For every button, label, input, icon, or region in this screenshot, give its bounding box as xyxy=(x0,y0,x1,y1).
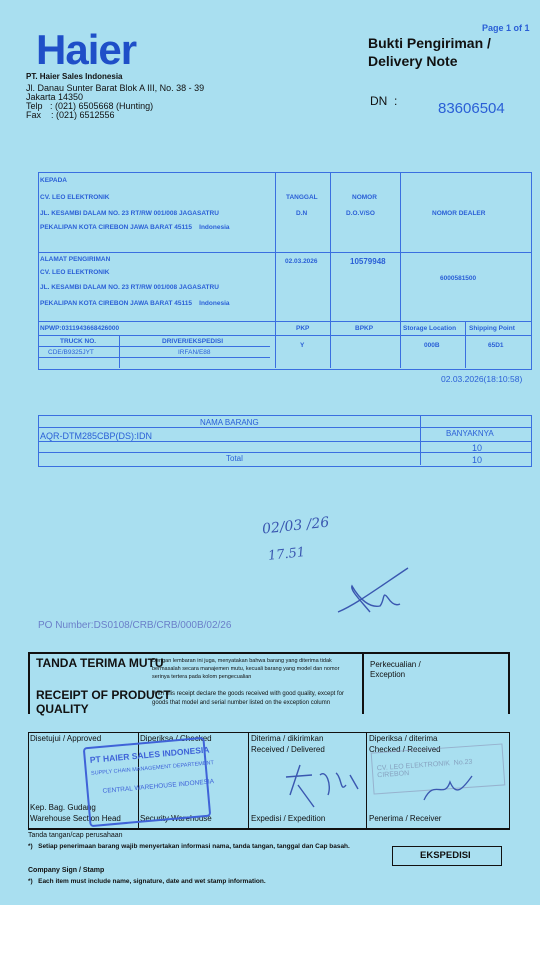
kepada-address-1: JL. KESAMBI DALAM NO. 23 RT/RW 001/008 JAGASATRU xyxy=(40,210,219,217)
sig-security: Security Warehouse xyxy=(140,814,212,823)
truck-label: TRUCK NO. xyxy=(60,338,97,345)
sig-delivered-en: Received / Delivered xyxy=(251,745,325,754)
alamat-label: ALAMAT PENGIRIMAN xyxy=(40,256,111,263)
truck-value: CDE/B9325JYT xyxy=(48,349,94,356)
dn-number: 83606504 xyxy=(438,100,505,117)
alamat-address-2: PEKALIPAN KOTA CIREBON JAWA BARAT 45115 Indonesia xyxy=(40,300,230,307)
storage-label: Storage Location xyxy=(403,325,457,332)
sig-approved: Disetujui / Approved xyxy=(30,734,102,743)
info-box xyxy=(38,172,532,370)
print-timestamp: 02.03.2026(18:10:58) xyxy=(441,374,523,384)
footer-sig-rule-en: *) Each item must include name, signature, date and wet stamp information. xyxy=(28,878,266,885)
date-value: 02.03.2026 xyxy=(285,258,318,265)
alamat-address-1: JL. KESAMBI DALAM NO. 23 RT/RW 001/008 JAGASATRU xyxy=(40,284,219,291)
driver-label: DRIVER/EKSPEDISI xyxy=(162,338,224,345)
po-number: PO Number:DS0108/CRB/CRB/000B/02/26 xyxy=(38,620,232,631)
company-telp: Telp : (021) 6505668 (Hunting) xyxy=(26,101,154,111)
kepada-label: KEPADA xyxy=(40,177,67,184)
item-row-qty: 10 xyxy=(472,443,483,453)
receipt-text-id: Dengan lembaran ini juga, menyatakan bahwa barang yang diterima tidak bermasalah secara manajemen mutu, kecuali barang yang model dan nomor serinya tertera pada kolom pengecualian xyxy=(152,658,340,680)
pkp-value: Y xyxy=(300,342,305,349)
sig-expedisi: Expedisi / Expedition xyxy=(251,814,326,823)
driver-value: IRFAN/E88 xyxy=(178,349,211,356)
kepada-name: CV. LEO ELEKTRONIK xyxy=(40,194,110,201)
order-value: 10579948 xyxy=(350,257,386,266)
receipt-title-id: TANDA TERIMA MUTU xyxy=(36,656,164,670)
expedition-signature xyxy=(280,755,370,815)
dn-label: DN : xyxy=(370,94,398,108)
sig-kep-bag: Kep. Bag. Gudang xyxy=(30,803,96,812)
shipping-label: Shipping Point xyxy=(469,325,515,332)
receipt-title-en-2: QUALITY xyxy=(36,702,89,716)
doc-title-line1: Bukti Pengiriman / xyxy=(368,35,491,51)
handwritten-date: 02/03 /26 xyxy=(261,514,330,538)
stamp-line-1: PT HAIER SALES INDONESIA xyxy=(89,744,210,765)
receipt-title-en-1: RECEIPT OF PRODUCT xyxy=(36,688,171,702)
alamat-name: CV. LEO ELEKTRONIK xyxy=(40,269,110,276)
tanggal-sub: D.N xyxy=(296,210,308,217)
sig-delivered-id: Diterima / dikirimkan xyxy=(251,734,324,743)
pkp-label: PKP xyxy=(296,325,310,332)
storage-value: 000B xyxy=(424,342,440,349)
tanggal-label: TANGGAL xyxy=(286,194,318,201)
copy-label: EKSPEDISI xyxy=(420,850,471,861)
nomor-label: NOMOR xyxy=(352,194,377,201)
receiver-signature xyxy=(420,770,480,810)
receipt-text-en: With this receipt declare the goods received with good quality, except for goods that model and serial number listed on the exception column xyxy=(152,691,344,706)
company-city: Jakarta 14350 xyxy=(26,92,84,102)
sig-warehouse-head: Warehouse Section Head xyxy=(30,814,121,823)
dealer-value: 6000581500 xyxy=(440,275,477,282)
shipping-value: 65D1 xyxy=(488,342,504,349)
nomor-sub: D.O.V/SO xyxy=(346,210,375,217)
company-fax: Fax : (021) 6512556 xyxy=(26,110,115,120)
total-label: Total xyxy=(226,454,243,463)
sig-checked-received-id: Diperiksa / diterima xyxy=(369,734,438,743)
signature-scribble xyxy=(330,560,420,620)
col-nama-barang: NAMA BARANG xyxy=(200,418,259,427)
stamp-line-2: SUPPLY CHAIN MANAGEMENT DEPARTEMENT xyxy=(90,760,215,777)
haier-logo: Haier xyxy=(36,26,137,73)
company-name: PT. Haier Sales Indonesia xyxy=(26,72,123,81)
footer-sig-rule-id: *) Setiap penerimaan barang wajib menyertakan informasi nama, tanda tangan, tanggal dan Cap basah. xyxy=(28,843,350,850)
bpkp-label: BPKP xyxy=(355,325,374,332)
footer-sig-note-id: Tanda tangan/cap perusahaan xyxy=(28,832,123,839)
doc-title-line2: Delivery Note xyxy=(368,53,458,69)
kepada-address-2: PEKALIPAN KOTA CIREBON JAWA BARAT 45115 Indonesia xyxy=(40,224,230,231)
npwp: NPWP:0311943668426000 xyxy=(40,325,120,332)
total-value: 10 xyxy=(472,455,483,465)
sig-checked: Diperiksa / Checked xyxy=(140,734,212,743)
handwritten-time: 17.51 xyxy=(267,545,306,564)
receiver-stamp-text: CV. LEO ELEKTRONIK No.23 CIREBON xyxy=(376,758,477,780)
warehouse-stamp xyxy=(83,737,215,827)
exception-label: Perkecualian / Exception xyxy=(370,660,421,679)
footer-sig-note-en: Company Sign / Stamp xyxy=(28,867,105,874)
sig-checked-received-en: Checked / Received xyxy=(369,745,441,754)
col-banyaknya: BANYAKNYA xyxy=(446,429,494,438)
sig-penerima: Penerima / Receiver xyxy=(369,814,442,823)
company-address: Jl. Danau Sunter Barat Blok A III, No. 38 - 39 xyxy=(26,83,205,93)
page-label: Page 1 of 1 xyxy=(482,23,530,33)
nomor-dealer-label: NOMOR DEALER xyxy=(432,210,486,217)
stamp-line-3: CENTRAL WAREHOUSE INDONESIA xyxy=(102,778,215,795)
item-row-name: AQR-DTM285CBP(DS):IDN xyxy=(40,431,153,441)
